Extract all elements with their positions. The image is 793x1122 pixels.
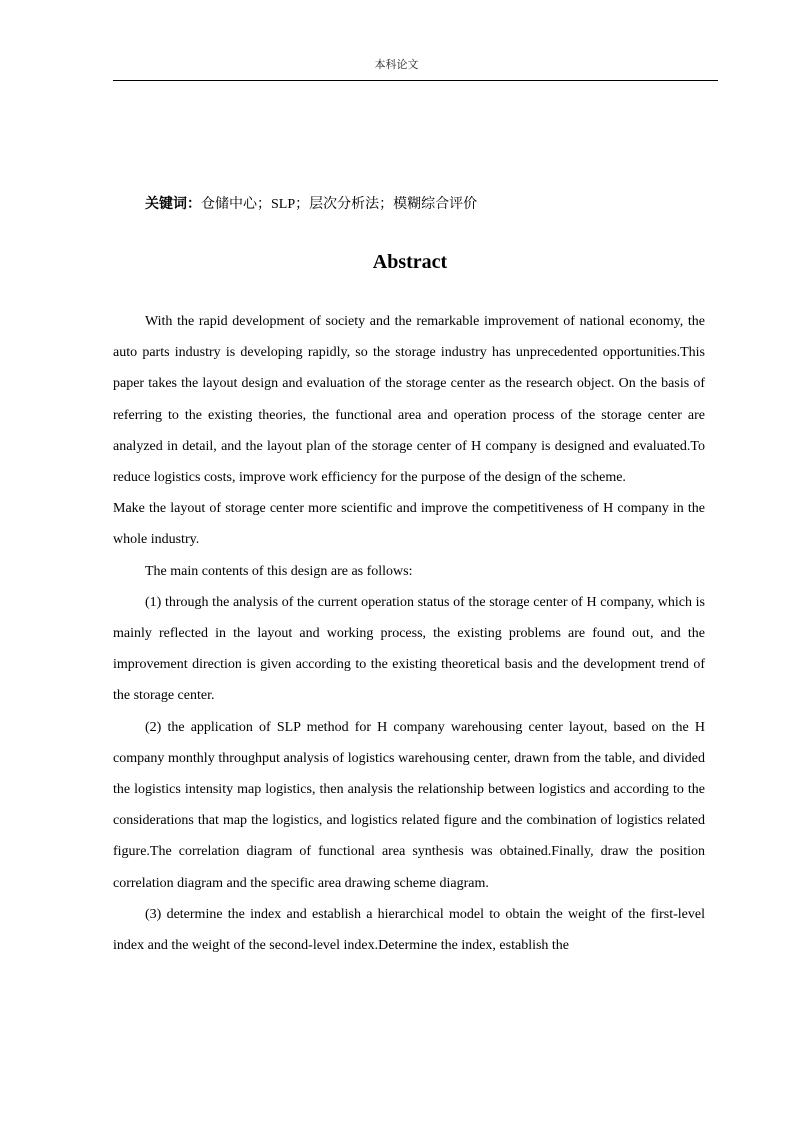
abstract-paragraph-4: (1) through the analysis of the current operation status of the storage center of H company, which is mainly reflected in the layout and working process, the existing problems are found out, and the improvement direction is given according to the existing theoretical basis and the development trend of the storage center. — [113, 594, 705, 704]
keywords-label: 关键词： — [145, 197, 201, 212]
abstract-body — [113, 306, 705, 961]
keywords-text: 仓储中心；SLP；层次分析法；模糊综合评价 — [201, 197, 478, 212]
keywords-line — [145, 193, 477, 213]
abstract-paragraph-5: (2) the application of SLP method for H company warehousing center layout, based on the H company monthly throughput analysis of logistics warehousing center, drawn from the table, and divided the logistics intensity map logistics, then analysis the relationship between logistics and according to the considerations that map the logistics, and logistics related figure and the combination of logistics related figure.The correlation diagram of functional area synthesis was obtained.Finally, draw the position correlation diagram and the specific area drawing scheme diagram. — [113, 719, 705, 891]
abstract-heading: Abstract — [372, 251, 448, 273]
header-divider — [113, 80, 718, 81]
abstract-paragraph-3: The main contents of this design are as follows: — [145, 563, 413, 579]
abstract-paragraph-1: With the rapid development of society and the remarkable improvement of national economy, the auto parts industry is developing rapidly, so the storage industry has unprecedented opportunities.This paper takes the layout design and evaluation of the storage center as the research object. On the basis of referring to the existing theories, the functional area and operation process of the storage center are analyzed in detail, and the layout plan of the storage center of H company is designed and evaluated.To reduce logistics costs, improve work efficiency for the purpose of the design of the scheme. — [113, 314, 705, 486]
abstract-paragraph-2: Make the layout of storage center more scientific and improve the competitiveness of H company in the whole industry. — [113, 501, 705, 548]
running-header: 本科论文 — [374, 59, 419, 71]
abstract-paragraph-6: (3) determine the index and establish a hierarchical model to obtain the weight of the first-level index and the weight of the second-level index.Determine the index, establish the — [113, 906, 705, 954]
